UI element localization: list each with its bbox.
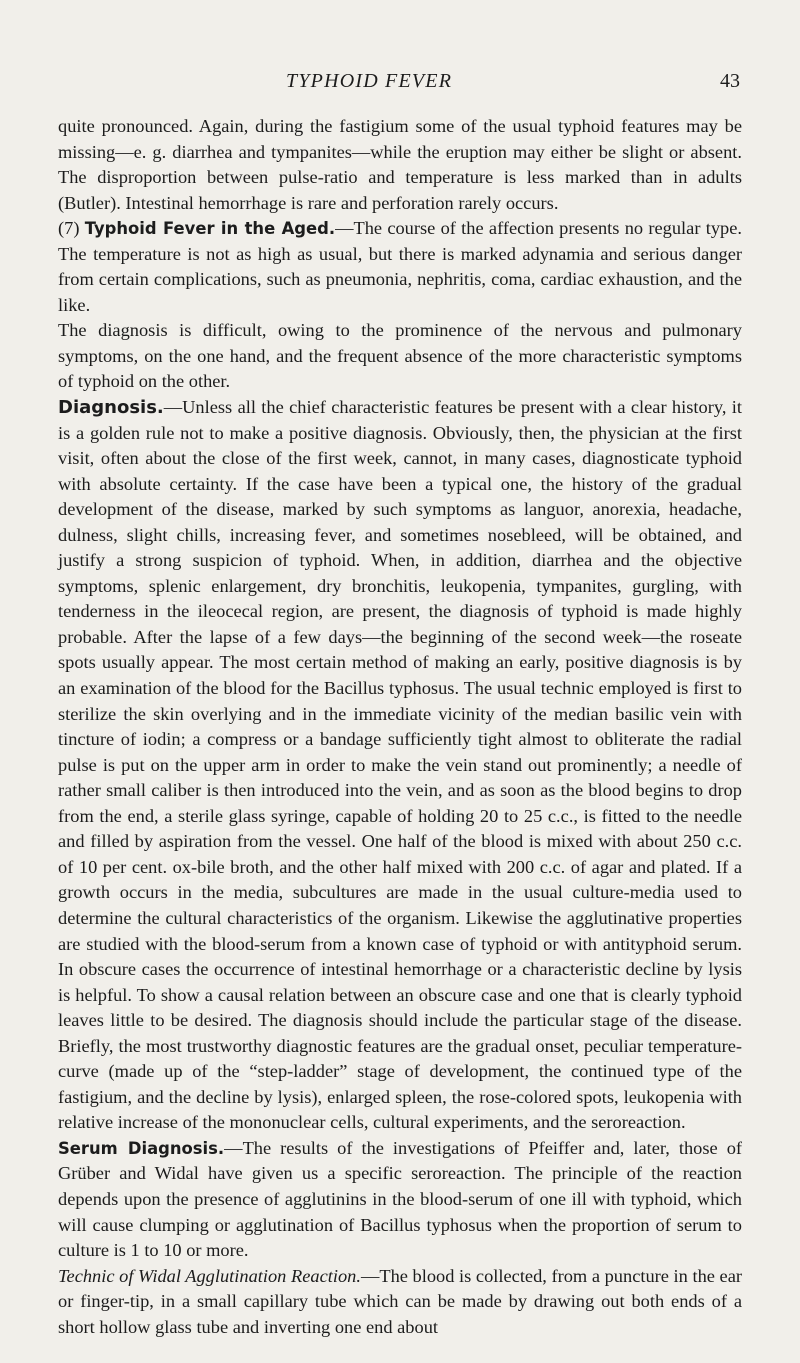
body-text [58,114,742,1340]
paragraph-typhoid-aged [58,216,742,318]
section-heading-widal-technic: Technic of Widal Agglutination Reaction. [58,1265,361,1286]
section-heading-serum-diagnosis: Serum Diagnosis. [58,1138,225,1158]
paragraph-text: —The results of the investigations of Pfeiffer and, later, those of Grüber and Widal have given us a specific seroreaction. The principle of the reaction depends upon the presence of agglutinins in the blood-serum of one ill with typhoid, which will cause clumping or agglutination of Bacillus typhosus when the proportion of serum to culture is 1 to 10 or more. [58,1137,743,1261]
page-number: 43 [720,70,740,92]
section-heading-diagnosis: Diagnosis. [58,397,164,419]
running-head [0,70,800,100]
paragraph-text: —The blood is collected, from a puncture in the ear or finger-tip, in a small capillary tube which can be made by drawing out both ends of a short hollow glass tube and inverting one end about [58,1265,742,1337]
section-number: (7) [58,218,80,239]
paragraph-text: quite pronounced. Again, during the fastigium some of the usual typhoid features may be missing—e. g. diarrhea and tympanites—while the eruption may either be slight or absent. The disproportion between pulse-ratio and temperature is less marked than in adults (Butler). Intestinal hemorrhage is rare and perforation rarely occurs. [58,116,742,213]
paragraph-diagnosis [58,395,742,1136]
section-heading-typhoid-aged: Typhoid Fever in the Aged. [84,219,336,239]
paragraph-serum-diagnosis [58,1136,742,1264]
running-head-title: TYPHOID FEVER [286,70,453,92]
paragraph-diagnosis-difficult [58,318,742,395]
paragraph-text: —Unless all the chief characteristic features be present with a clear history, it is a golden rule not to make a positive diagnosis. Obviously, then, the physician at the first visit, often about the close of the first week, cannot, in many cases, diagnosticate typhoid with absolute certainty. If the case have been a typical one, the history of the gradual development of the disease, marked by such symptoms as languor, anorexia, headache, dulness, slight chills, increasing fever, and sometimes nosebleed, will be obtained, and justify a strong suspicion of typhoid. When, in addition, diarrhea and the objective symptoms, splenic enlargement, dry bronchitis, leukopenia, tympanites, gurgling, with tenderness in the ileocecal region, are present, the diagnosis of typhoid is made highly probable. After the lapse of a few days—the beginning of the second week—the roseate spots usually appear. The most certain method of making an early, positive diagnosis is by an examination of the blood for the Bacillus typhosus. The usual technic employed is first to sterilize the skin overlying and in the immediate vicinity of the median basilic vein with tincture of iodin; a compress or a bandage sufficiently tight almost to obliterate the radial pulse is put on the upper arm in order to make the vein stand out prominently; a needle of rather small caliber is then introduced into the vein, and as soon as the blood begins to drop from the end, a sterile glass syringe, capable of holding 20 to 25 c.c., is fitted to the needle and filled by aspiration from the vessel. One half of the blood is mixed with about 250 c.c. of 10 per cent. ox-bile broth, and the other half mixed with 200 c.c. of agar and plated. If a growth occurs in the media, subcultures are made in the usual culture-media used to determine the cultural characteristics of the organism. Likewise the agglutinative properties are studied with the blood-serum from a known case of typhoid or with antityphoid serum. In obscure cases the occurrence of intestinal hemorrhage or a characteristic decline by lysis is helpful. To show a causal relation between an obscure case and one that is clearly typhoid leaves little to be desired. The diagnosis should include the particular stage of the disease. Briefly, the most trustworthy diagnostic features are the gradual onset, peculiar temperature-curve (made up of the “step-ladder” stage of development, the continued type of the fastigium, and the decline by lysis), enlarged spleen, the rose-colored spots, leukopenia with relative increase of the mononuclear cells, cultural experiments, and the seroreaction. [58,397,742,1133]
paragraph-widal-technic [58,1264,742,1341]
paragraph-continuation [58,114,742,216]
paragraph-text: —The course of the affection presents no regular type. The temperature is not as high as usual, but there is marked adynamia and serious danger from certain complications, such as pneumonia, nephritis, coma, cardiac exhaustion, and the like. [58,218,742,315]
paragraph-text: The diagnosis is difficult, owing to the prominence of the nervous and pulmonary symptoms, on the one hand, and the frequent absence of the more characteristic symptoms of typhoid on the other. [58,320,742,392]
